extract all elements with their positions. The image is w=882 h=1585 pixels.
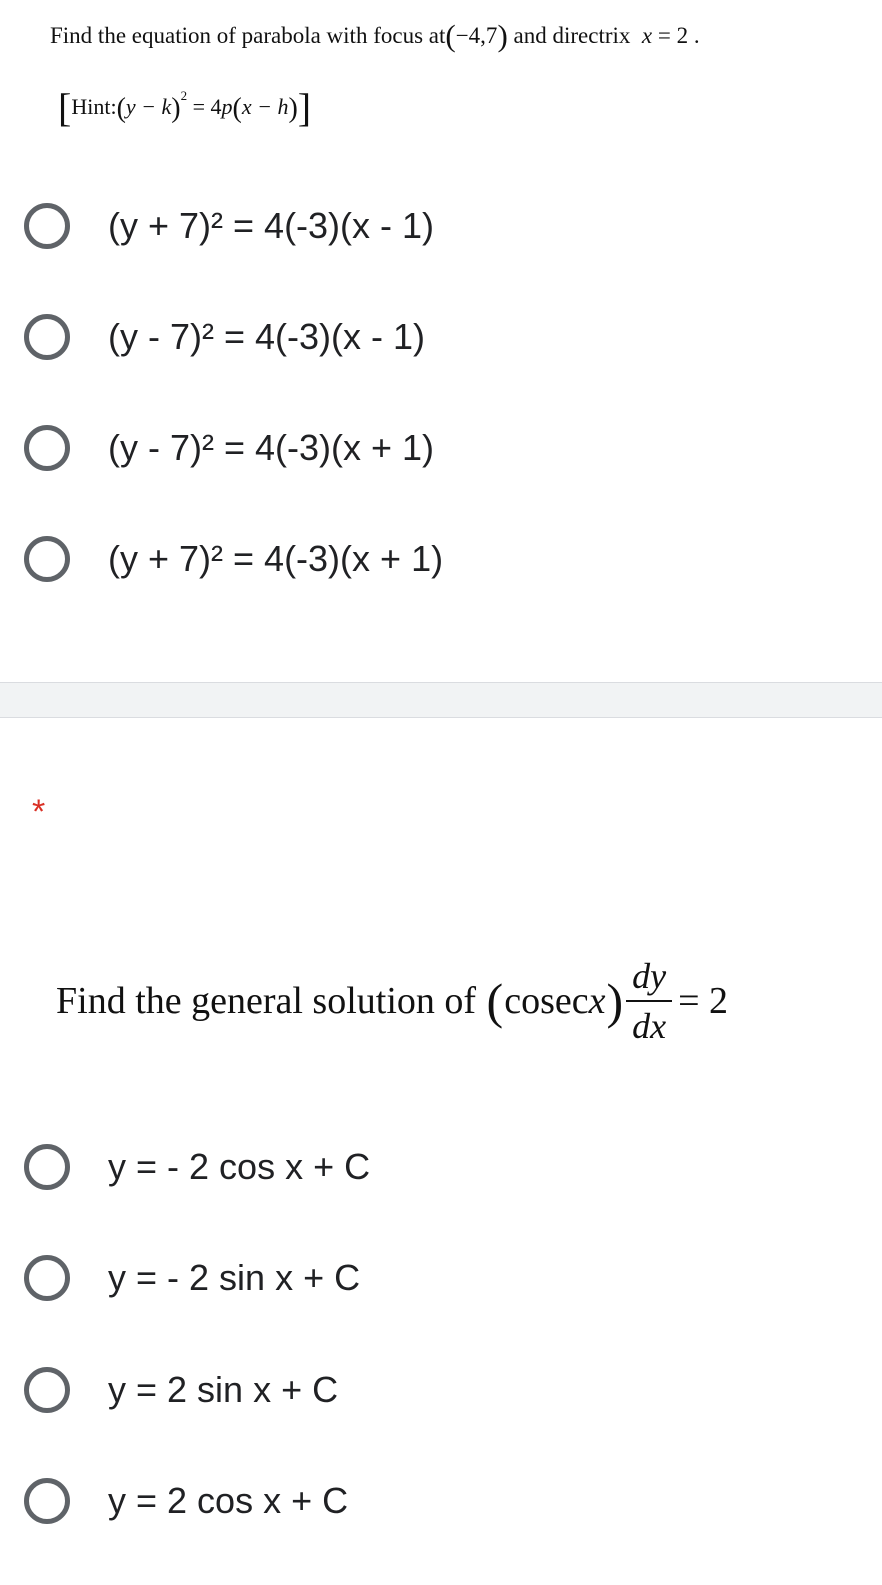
hint-label: Hint: [71,94,117,119]
directrix-variable: x [641,23,653,48]
derivative-fraction [626,958,672,1044]
section-divider [0,682,882,718]
question-2-text: Find the general solution of ( cosec x ) $\frac{dy}{dx}$ = 2 [56,956,729,1046]
radio-button-icon[interactable] [24,1478,70,1524]
question-2-lead: Find the general solution of [56,980,477,1022]
derivative-denominator: dx [632,1006,667,1046]
radio-button-icon[interactable] [24,1255,70,1301]
radio-button-icon[interactable] [24,314,70,360]
option-label: y = - 2 sin x + C [108,1257,361,1298]
focus-coordinates: −4,7 [455,23,498,48]
question-1-text: Find the equation of parabola with focus at(−4,7) and directrix x = 2 . [50,18,700,53]
q2-option-3[interactable] [24,1362,338,1418]
option-label: y = - 2 cos x + C [108,1146,371,1187]
q1-option-2[interactable] [24,309,425,365]
q1-option-3[interactable] [24,420,434,476]
radio-button-icon[interactable] [24,203,70,249]
derivative-numerator: dy [626,958,672,1002]
q1-option-1[interactable] [24,198,434,254]
option-label: y = 2 cos x + C [108,1480,349,1521]
hint-exponent: 2 [180,88,188,103]
directrix-value: = 2 . [657,23,700,48]
cosec-variable: x [588,980,606,1022]
q2-option-4[interactable] [24,1473,348,1529]
option-label: (y - 7)² = 4(-3)(x - 1) [108,316,426,357]
equation-rhs: = 2 [678,980,729,1022]
question-1-lead: Find the equation of parabola with focus at [50,23,446,48]
hint-formula: [Hint:(y − k)$^2$ = 4p(x − h)] [58,85,312,130]
hint-rhs-prefix: = 4 [192,94,222,119]
hint-p: p [221,94,233,119]
radio-button-icon[interactable] [24,425,70,471]
radio-button-icon[interactable] [24,536,70,582]
radio-button-icon[interactable] [24,1144,70,1190]
hint-lhs: y − k [125,94,172,119]
cosec-function: cosec [504,980,589,1022]
radio-button-icon[interactable] [24,1367,70,1413]
hint-rhs: x − h [241,94,289,119]
required-marker: * [32,793,46,831]
option-label: (y + 7)² = 4(-3)(x + 1) [108,538,444,579]
option-label: (y - 7)² = 4(-3)(x + 1) [108,427,435,468]
option-label: y = 2 sin x + C [108,1369,339,1410]
question-1-middle: and directrix [513,23,631,48]
q1-option-4[interactable] [24,531,443,587]
q2-option-2[interactable] [24,1250,360,1306]
option-label: (y + 7)² = 4(-3)(x - 1) [108,205,435,246]
q2-option-1[interactable] [24,1139,370,1195]
